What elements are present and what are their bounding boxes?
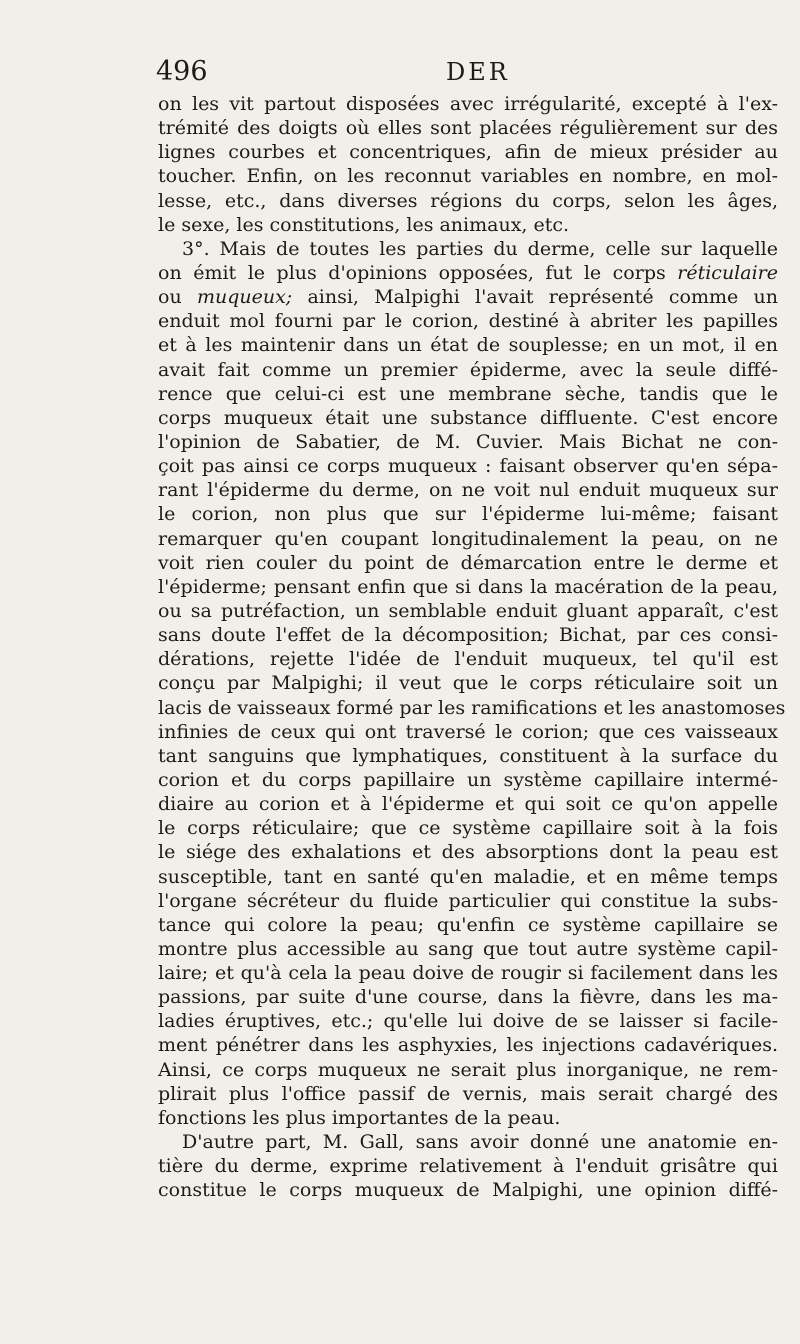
text-line: passions, par suite d'une course, dans la fièvre, dans les ma- [158, 986, 778, 1009]
text-line: trémité des doigts où elles sont placées régulièrement sur des [158, 117, 778, 140]
text-line: on émit le plus d'opinions opposées, fut le corps réticulaire [158, 261, 778, 284]
text-line: avait fait comme un premier épiderme, avec la seule diffé- [158, 358, 778, 381]
text-line: et à les maintenir dans un état de souplesse; en un mot, il en [158, 334, 778, 357]
text-line: montre plus accessible au sang que tout autre système capil- [158, 937, 778, 960]
text-line: on les vit partout disposées avec irrégularité, excepté à l'ex- [158, 93, 778, 115]
text-line: ou muqueux; ainsi, Malpighi l'avait représenté comme un [158, 286, 778, 309]
text-line: lesse, etc., dans diverses régions du corps, selon les âges, [158, 189, 778, 212]
text-line: plirait plus l'office passif de vernis, mais serait chargé des [158, 1082, 778, 1105]
page-number: 496 [156, 56, 208, 87]
text-line: susceptible, tant en santé qu'en maladie, et en même temps [158, 865, 778, 888]
text-line: corion et du corps papillaire un système capillaire intermé- [158, 768, 778, 791]
text-line: l'épiderme; pensant enfin que si dans la macération de la peau, [158, 575, 778, 598]
text-line: rence que celui-ci est une membrane sèche, tandis que le [158, 382, 778, 405]
text-line: ladies éruptives, etc.; qu'elle lui doive de se laisser si facile- [158, 1010, 778, 1033]
text-line: Ainsi, ce corps muqueux ne serait plus inorganique, ne rem- [158, 1058, 778, 1081]
text-line: laire; et qu'à cela la peau doive de rougir si facilement dans les [158, 962, 778, 985]
text-line: lignes courbes et concentriques, afin de mieux présider au [158, 141, 778, 164]
text-line: sans doute l'effet de la décomposition; Bichat, par ces consi- [158, 624, 778, 647]
page-header [156, 56, 776, 90]
text-line: diaire au corion et à l'épiderme et qui soit ce qu'on appelle [158, 793, 778, 816]
body-text [158, 92, 786, 1202]
text-line: tière du derme, exprime relativement à l'enduit grisâtre qui [158, 1155, 778, 1178]
text-line: corps muqueux était une substance diffluente. C'est encore [158, 406, 778, 429]
text-line: l'opinion de Sabatier, de M. Cuvier. Mais Bichat ne con- [158, 430, 778, 453]
text-line: le siége des exhalations et des absorptions dont la peau est [158, 841, 778, 864]
text-line: tant sanguins que lymphatiques, constituent à la surface du [158, 744, 778, 767]
text-line: ment pénétrer dans les asphyxies, les injections cadavériques. [158, 1034, 778, 1057]
text-line: rant l'épiderme du derme, on ne voit nul enduit muqueux sur [158, 479, 778, 502]
text-line: le sexe, les constitutions, les animaux, etc. [158, 213, 570, 236]
text-line: tance qui colore la peau; qu'enfin ce système capillaire se [158, 913, 778, 936]
running-head: DER [446, 58, 510, 86]
text-line: dérations, rejette l'idée de l'enduit muqueux, tel qu'il est [158, 648, 778, 671]
text-line: toucher. Enfin, on les reconnut variables en nombre, en mol- [158, 165, 778, 188]
text-line: enduit mol fourni par le corion, destiné à abriter les papilles [158, 310, 778, 333]
text-line: çoit pas ainsi ce corps muqueux : faisant observer qu'en sépa- [158, 455, 778, 478]
text-line: ou sa putréfaction, un semblable enduit gluant apparaît, c'est [158, 599, 778, 622]
text-line: D'autre part, M. Gall, sans avoir donné une anatomie en- [182, 1131, 778, 1154]
text-line: le corion, non plus que sur l'épiderme lui-même; faisant [158, 503, 778, 526]
text-line: voit rien couler du point de démarcation entre le derme et [158, 551, 778, 574]
text-line: infinies de ceux qui ont traversé le corion; que ces vaisseaux [158, 720, 778, 743]
text-line: lacis de vaisseaux formé par les ramifications et les anastomoses [158, 696, 786, 719]
text-line: constitue le corps muqueux de Malpighi, une opinion diffé- [158, 1179, 778, 1202]
text-line: l'organe sécréteur du fluide particulier qui constitue la subs- [158, 889, 778, 912]
text-line: le corps réticulaire; que ce système capillaire soit à la fois [158, 817, 778, 840]
text-line: remarquer qu'en coupant longitudinalement la peau, on ne [158, 527, 778, 550]
text-line: fonctions les plus importantes de la peau. [158, 1106, 561, 1129]
text-line: conçu par Malpighi; il veut que le corps réticulaire soit un [158, 672, 778, 695]
text-line: 3°. Mais de toutes les parties du derme, celle sur laquelle [182, 237, 778, 260]
